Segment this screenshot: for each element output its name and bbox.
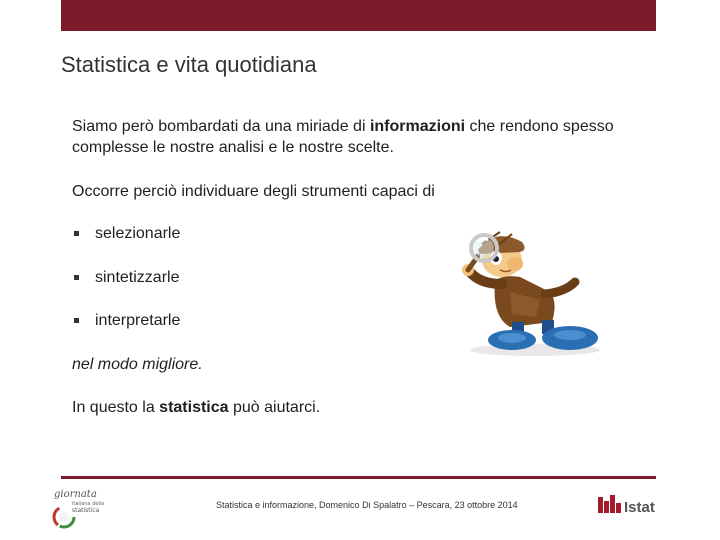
svg-text:italiana della: italiana della	[72, 501, 105, 507]
giornata-statistica-logo	[52, 485, 112, 531]
detective-illustration-icon	[440, 222, 605, 360]
paragraph-intro-text-b: che rendono spesso complesse le nostre analisi e le nostre scelte.	[72, 118, 614, 156]
list-item-label: sintetizzarle	[95, 268, 180, 286]
paragraph-best-way: nel modo migliore.	[72, 356, 203, 373]
list-item-label: interpretarle	[95, 312, 181, 329]
paragraph-statistics-bold: statistica	[159, 399, 229, 416]
list-item-label: selezionarle	[95, 225, 181, 242]
list-item	[72, 267, 180, 311]
paragraph-intro	[72, 116, 632, 158]
svg-text:statistica: statistica	[72, 507, 100, 514]
top-banner	[61, 0, 656, 31]
bullet-list	[72, 223, 180, 354]
list-item	[72, 310, 180, 354]
paragraph-intro-text-a: Siamo però bombardati da una miriade di	[72, 118, 370, 135]
istat-logo	[598, 494, 658, 516]
paragraph-statistics-text-b: può aiutarci.	[228, 399, 321, 416]
footer-divider	[61, 476, 656, 479]
footer-caption: Statistica e informazione, Domenico Di Spalatro – Pescara, 23 ottobre 2014	[216, 500, 518, 510]
paragraph-tools: Occorre perciò individuare degli strumenti capaci di	[72, 183, 435, 200]
svg-text:giornata: giornata	[54, 489, 97, 500]
page-title: Statistica e vita quotidiana	[61, 52, 317, 77]
paragraph-statistics-text-a: In questo la	[72, 399, 160, 416]
paragraph-intro-bold: informazioni	[369, 118, 466, 135]
list-item	[72, 223, 180, 267]
bullet-square-icon	[74, 275, 79, 280]
svg-text:Istat: Istat	[624, 499, 655, 516]
bullet-square-icon	[74, 231, 79, 236]
paragraph-statistics	[72, 397, 320, 418]
bullet-square-icon	[74, 318, 79, 323]
